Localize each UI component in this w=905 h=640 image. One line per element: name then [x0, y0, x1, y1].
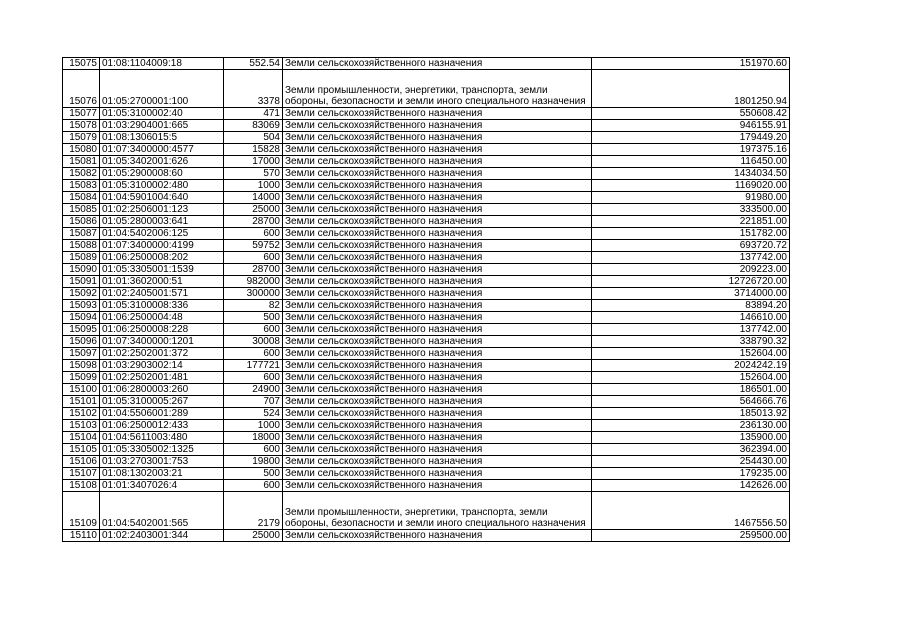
land-category-cell: Земли сельскохозяйственного назначения [283, 180, 592, 192]
cadastral-number-cell: 01:06:2500004:48 [100, 312, 224, 324]
cadastral-number-cell: 01:05:2700001:100 [100, 70, 224, 108]
row-number-cell: 15093 [63, 300, 100, 312]
land-category-cell: Земли сельскохозяйственного назначения [283, 264, 592, 276]
area-cell: 982000 [224, 276, 283, 288]
cadastral-number-cell: 01:02:2502001:481 [100, 372, 224, 384]
cadastral-value-cell: 209223.00 [592, 264, 790, 276]
cadastral-value-cell: 3714000.00 [592, 288, 790, 300]
cadastral-number-cell: 01:04:5506001:289 [100, 408, 224, 420]
cadastral-number-cell: 01:08:1104009:18 [100, 58, 224, 70]
cadastral-number-cell: 01:08:1306015:5 [100, 132, 224, 144]
table-row [63, 156, 790, 168]
table-row [63, 192, 790, 204]
land-category-cell: Земли сельскохозяйственного назначения [283, 384, 592, 396]
row-number-cell: 15080 [63, 144, 100, 156]
cadastral-value-cell: 333500.00 [592, 204, 790, 216]
cadastral-number-cell: 01:07:3400000:1201 [100, 336, 224, 348]
cadastral-value-cell: 197375.16 [592, 144, 790, 156]
area-cell: 600 [224, 252, 283, 264]
table-row [63, 144, 790, 156]
area-cell: 500 [224, 312, 283, 324]
cadastral-number-cell: 01:05:3305002:1325 [100, 444, 224, 456]
cadastral-value-cell: 91980.00 [592, 192, 790, 204]
land-category-cell: Земли промышленности, энергетики, транспорта, земли обороны, безопасности и земли иного специального назначения [283, 492, 592, 530]
cadastral-number-cell: 01:06:2500012:433 [100, 420, 224, 432]
area-cell: 600 [224, 348, 283, 360]
cadastral-number-cell: 01:08:1302003:21 [100, 468, 224, 480]
land-category-cell: Земли сельскохозяйственного назначения [283, 396, 592, 408]
row-number-cell: 15092 [63, 288, 100, 300]
cadastral-number-cell: 01:03:2904001:665 [100, 120, 224, 132]
area-cell: 17000 [224, 156, 283, 168]
table-row [63, 530, 790, 542]
table-row [63, 240, 790, 252]
cadastral-value-cell: 83894.20 [592, 300, 790, 312]
cadastral-number-cell: 01:04:5901004:640 [100, 192, 224, 204]
cadastral-value-cell: 1434034.50 [592, 168, 790, 180]
table-row [63, 492, 790, 530]
row-number-cell: 15103 [63, 420, 100, 432]
table-body [63, 58, 790, 542]
table-row [63, 252, 790, 264]
cadastral-number-cell: 01:04:5611003:480 [100, 432, 224, 444]
area-cell: 83069 [224, 120, 283, 132]
row-number-cell: 15077 [63, 108, 100, 120]
land-category-cell: Земли сельскохозяйственного назначения [283, 444, 592, 456]
row-number-cell: 15104 [63, 432, 100, 444]
cadastral-number-cell: 01:04:5402006:125 [100, 228, 224, 240]
row-number-cell: 15105 [63, 444, 100, 456]
table-row [63, 108, 790, 120]
table-row [63, 228, 790, 240]
row-number-cell: 15082 [63, 168, 100, 180]
row-number-cell: 15090 [63, 264, 100, 276]
table-row [63, 420, 790, 432]
row-number-cell: 15100 [63, 384, 100, 396]
area-cell: 28700 [224, 216, 283, 228]
cadastral-number-cell: 01:01:3407026:4 [100, 480, 224, 492]
area-cell: 3378 [224, 70, 283, 108]
land-category-cell: Земли сельскохозяйственного назначения [283, 132, 592, 144]
land-category-cell: Земли промышленности, энергетики, транспорта, земли обороны, безопасности и земли иного специального назначения [283, 70, 592, 108]
area-cell: 570 [224, 168, 283, 180]
land-category-cell: Земли сельскохозяйственного назначения [283, 108, 592, 120]
cadastral-value-cell: 362394.00 [592, 444, 790, 456]
cadastral-number-cell: 01:05:3100008:336 [100, 300, 224, 312]
cadastral-number-cell: 01:03:2903002:14 [100, 360, 224, 372]
cadastral-value-cell: 179449.20 [592, 132, 790, 144]
land-category-cell: Земли сельскохозяйственного назначения [283, 288, 592, 300]
row-number-cell: 15076 [63, 70, 100, 108]
cadastral-number-cell: 01:05:2800003:641 [100, 216, 224, 228]
area-cell: 18000 [224, 432, 283, 444]
table-row [63, 456, 790, 468]
table-row [63, 312, 790, 324]
cadastral-value-cell: 146610.00 [592, 312, 790, 324]
area-cell: 600 [224, 372, 283, 384]
land-category-cell: Земли сельскохозяйственного назначения [283, 348, 592, 360]
row-number-cell: 15091 [63, 276, 100, 288]
table-row [63, 288, 790, 300]
table-row [63, 396, 790, 408]
cadastral-value-cell: 152604.00 [592, 372, 790, 384]
land-category-cell: Земли сельскохозяйственного назначения [283, 144, 592, 156]
area-cell: 24900 [224, 384, 283, 396]
row-number-cell: 15101 [63, 396, 100, 408]
row-number-cell: 15096 [63, 336, 100, 348]
cadastral-number-cell: 01:06:2500008:202 [100, 252, 224, 264]
table-row [63, 480, 790, 492]
cadastral-value-cell: 116450.00 [592, 156, 790, 168]
area-cell: 1000 [224, 180, 283, 192]
land-category-cell: Земли сельскохозяйственного назначения [283, 360, 592, 372]
table-row [63, 180, 790, 192]
cadastral-number-cell: 01:06:2800003:260 [100, 384, 224, 396]
cadastral-number-cell: 01:02:2403001:344 [100, 530, 224, 542]
table-row [63, 120, 790, 132]
land-plots-table [62, 57, 790, 542]
land-category-cell: Земли сельскохозяйственного назначения [283, 58, 592, 70]
land-category-cell: Земли сельскохозяйственного назначения [283, 168, 592, 180]
table-row [63, 432, 790, 444]
cadastral-value-cell: 1467556.50 [592, 492, 790, 530]
cadastral-number-cell: 01:05:2900008:60 [100, 168, 224, 180]
table-row [63, 360, 790, 372]
cadastral-value-cell: 185013.92 [592, 408, 790, 420]
cadastral-value-cell: 1801250.94 [592, 70, 790, 108]
cadastral-value-cell: 142626.00 [592, 480, 790, 492]
cadastral-number-cell: 01:02:2506001:123 [100, 204, 224, 216]
row-number-cell: 15088 [63, 240, 100, 252]
table-row [63, 216, 790, 228]
cadastral-number-cell: 01:04:5402001:565 [100, 492, 224, 530]
land-category-cell: Земли сельскохозяйственного назначения [283, 120, 592, 132]
area-cell: 600 [224, 228, 283, 240]
cadastral-value-cell: 137742.00 [592, 252, 790, 264]
land-category-cell: Земли сельскохозяйственного назначения [283, 240, 592, 252]
area-cell: 28700 [224, 264, 283, 276]
cadastral-value-cell: 946155.91 [592, 120, 790, 132]
land-category-cell: Земли сельскохозяйственного назначения [283, 156, 592, 168]
cadastral-number-cell: 01:03:2703001:753 [100, 456, 224, 468]
row-number-cell: 15075 [63, 58, 100, 70]
cadastral-value-cell: 550608.42 [592, 108, 790, 120]
row-number-cell: 15102 [63, 408, 100, 420]
area-cell: 2179 [224, 492, 283, 530]
row-number-cell: 15097 [63, 348, 100, 360]
row-number-cell: 15109 [63, 492, 100, 530]
row-number-cell: 15086 [63, 216, 100, 228]
row-number-cell: 15084 [63, 192, 100, 204]
area-cell: 30008 [224, 336, 283, 348]
cadastral-number-cell: 01:02:2502001:372 [100, 348, 224, 360]
row-number-cell: 15085 [63, 204, 100, 216]
land-category-cell: Земли сельскохозяйственного назначения [283, 228, 592, 240]
land-category-cell: Земли сельскохозяйственного назначения [283, 300, 592, 312]
area-cell: 15828 [224, 144, 283, 156]
land-category-cell: Земли сельскохозяйственного назначения [283, 192, 592, 204]
land-category-cell: Земли сельскохозяйственного назначения [283, 312, 592, 324]
row-number-cell: 15095 [63, 324, 100, 336]
row-number-cell: 15081 [63, 156, 100, 168]
row-number-cell: 15079 [63, 132, 100, 144]
land-category-cell: Земли сельскохозяйственного назначения [283, 276, 592, 288]
area-cell: 500 [224, 468, 283, 480]
land-category-cell: Земли сельскохозяйственного назначения [283, 480, 592, 492]
cadastral-number-cell: 01:07:3400000:4199 [100, 240, 224, 252]
area-cell: 177721 [224, 360, 283, 372]
area-cell: 471 [224, 108, 283, 120]
table-row [63, 336, 790, 348]
cadastral-value-cell: 152604.00 [592, 348, 790, 360]
cadastral-number-cell: 01:05:3402001:626 [100, 156, 224, 168]
area-cell: 25000 [224, 530, 283, 542]
table-row [63, 264, 790, 276]
row-number-cell: 15098 [63, 360, 100, 372]
table-row [63, 70, 790, 108]
cadastral-number-cell: 01:05:3305001:1539 [100, 264, 224, 276]
cadastral-value-cell: 179235.00 [592, 468, 790, 480]
table-row [63, 372, 790, 384]
land-category-cell: Земли сельскохозяйственного назначения [283, 252, 592, 264]
land-category-cell: Земли сельскохозяйственного назначения [283, 216, 592, 228]
table-row [63, 408, 790, 420]
land-category-cell: Земли сельскохозяйственного назначения [283, 372, 592, 384]
cadastral-value-cell: 259500.00 [592, 530, 790, 542]
area-cell: 19800 [224, 456, 283, 468]
land-category-cell: Земли сельскохозяйственного назначения [283, 324, 592, 336]
row-number-cell: 15099 [63, 372, 100, 384]
cadastral-number-cell: 01:02:2405001:571 [100, 288, 224, 300]
row-number-cell: 15083 [63, 180, 100, 192]
area-cell: 300000 [224, 288, 283, 300]
cadastral-value-cell: 151782.00 [592, 228, 790, 240]
cadastral-number-cell: 01:07:3400000:4577 [100, 144, 224, 156]
row-number-cell: 15078 [63, 120, 100, 132]
area-cell: 14000 [224, 192, 283, 204]
table-row [63, 348, 790, 360]
land-category-cell: Земли сельскохозяйственного назначения [283, 456, 592, 468]
cadastral-value-cell: 12726720.00 [592, 276, 790, 288]
cadastral-value-cell: 221851.00 [592, 216, 790, 228]
cadastral-value-cell: 338790.32 [592, 336, 790, 348]
cadastral-number-cell: 01:05:3100002:480 [100, 180, 224, 192]
row-number-cell: 15094 [63, 312, 100, 324]
cadastral-value-cell: 186501.00 [592, 384, 790, 396]
table-row [63, 168, 790, 180]
cadastral-value-cell: 1169020.00 [592, 180, 790, 192]
area-cell: 707 [224, 396, 283, 408]
table-row [63, 324, 790, 336]
table-row [63, 58, 790, 70]
cadastral-value-cell: 254430.00 [592, 456, 790, 468]
row-number-cell: 15107 [63, 468, 100, 480]
cadastral-value-cell: 236130.00 [592, 420, 790, 432]
cadastral-value-cell: 135900.00 [592, 432, 790, 444]
cadastral-value-cell: 564666.76 [592, 396, 790, 408]
table-row [63, 468, 790, 480]
land-category-cell: Земли сельскохозяйственного назначения [283, 468, 592, 480]
land-category-cell: Земли сельскохозяйственного назначения [283, 408, 592, 420]
table-row [63, 444, 790, 456]
table-row [63, 276, 790, 288]
land-category-cell: Земли сельскохозяйственного назначения [283, 432, 592, 444]
table-row [63, 132, 790, 144]
cadastral-value-cell: 137742.00 [592, 324, 790, 336]
area-cell: 524 [224, 408, 283, 420]
table-row [63, 300, 790, 312]
row-number-cell: 15106 [63, 456, 100, 468]
table-row [63, 204, 790, 216]
cadastral-number-cell: 01:05:3100005:267 [100, 396, 224, 408]
area-cell: 600 [224, 480, 283, 492]
table-row [63, 384, 790, 396]
row-number-cell: 15110 [63, 530, 100, 542]
area-cell: 25000 [224, 204, 283, 216]
cadastral-number-cell: 01:06:2500008:228 [100, 324, 224, 336]
area-cell: 600 [224, 324, 283, 336]
land-category-cell: Земли сельскохозяйственного назначения [283, 204, 592, 216]
row-number-cell: 15087 [63, 228, 100, 240]
area-cell: 59752 [224, 240, 283, 252]
row-number-cell: 15108 [63, 480, 100, 492]
cadastral-number-cell: 01:05:3100002:40 [100, 108, 224, 120]
area-cell: 504 [224, 132, 283, 144]
land-category-cell: Земли сельскохозяйственного назначения [283, 530, 592, 542]
land-category-cell: Земли сельскохозяйственного назначения [283, 336, 592, 348]
cadastral-number-cell: 01:01:3602000:51 [100, 276, 224, 288]
area-cell: 82 [224, 300, 283, 312]
area-cell: 600 [224, 444, 283, 456]
cadastral-value-cell: 693720.72 [592, 240, 790, 252]
land-category-cell: Земли сельскохозяйственного назначения [283, 420, 592, 432]
cadastral-value-cell: 151970.60 [592, 58, 790, 70]
cadastral-value-cell: 2024242.19 [592, 360, 790, 372]
area-cell: 552.54 [224, 58, 283, 70]
row-number-cell: 15089 [63, 252, 100, 264]
area-cell: 1000 [224, 420, 283, 432]
